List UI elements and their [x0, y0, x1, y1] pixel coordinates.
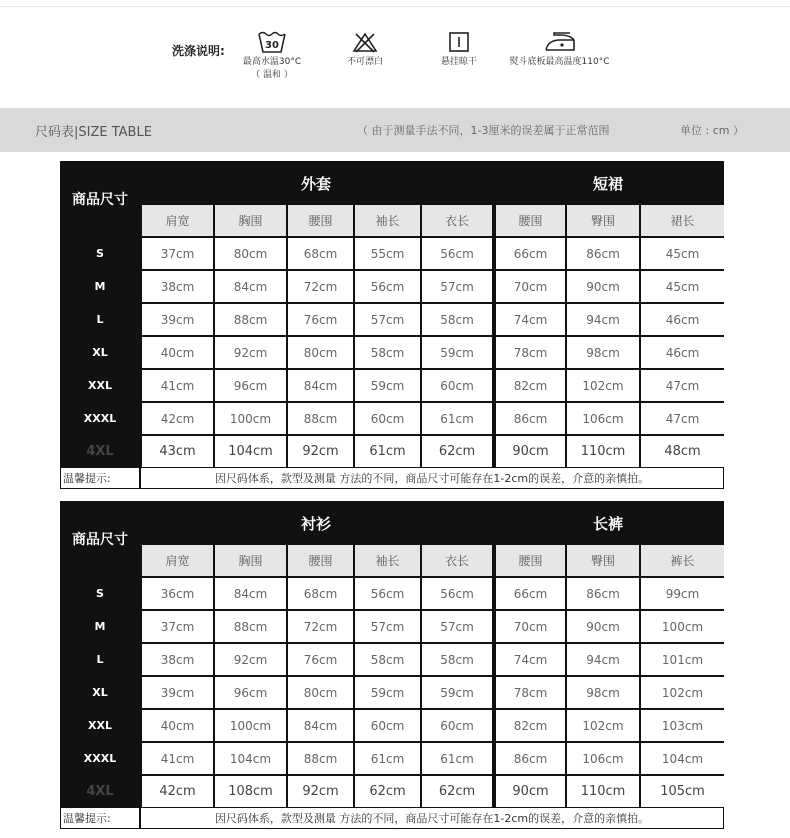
size-label: 4XL	[60, 434, 140, 467]
size-table-jacket-skirt	[60, 161, 724, 489]
size-label: M	[60, 269, 140, 302]
table-cell: 41cm	[140, 368, 213, 401]
table-cell: 102cm	[565, 708, 639, 741]
table-cell: 66cm	[492, 576, 565, 609]
table-cell: 78cm	[492, 675, 565, 708]
size-label: S	[60, 236, 140, 269]
table-row	[60, 269, 724, 302]
table-cell: 43cm	[140, 434, 213, 467]
table-cell: 88cm	[286, 401, 353, 434]
table-cell: 100cm	[213, 401, 286, 434]
table-cell: 59cm	[353, 675, 420, 708]
table-cell: 61cm	[353, 434, 420, 467]
table-cell: 99cm	[639, 576, 724, 609]
table-cell: 82cm	[492, 368, 565, 401]
table-cell: 56cm	[420, 236, 492, 269]
table-cell: 58cm	[353, 642, 420, 675]
table-cell: 38cm	[140, 269, 213, 302]
table-cell: 96cm	[213, 368, 286, 401]
table-cell: 88cm	[213, 609, 286, 642]
note-label: 温馨提示:	[60, 467, 140, 489]
table-row	[60, 642, 724, 675]
table-cell: 60cm	[420, 708, 492, 741]
table-cell: 100cm	[639, 609, 724, 642]
table-cell: 40cm	[140, 335, 213, 368]
wash-temp-symbol: 30	[265, 40, 279, 51]
table-cell: 84cm	[213, 576, 286, 609]
table-row	[60, 236, 724, 269]
table-cell: 46cm	[639, 335, 724, 368]
table-cell: 90cm	[565, 269, 639, 302]
table-cell: 61cm	[420, 741, 492, 774]
table-cell: 37cm	[140, 609, 213, 642]
column-header: 袖长	[353, 205, 420, 236]
table-cell: 94cm	[565, 642, 639, 675]
group-header-right: 长裤	[492, 501, 724, 545]
table-cell: 45cm	[639, 269, 724, 302]
table-cell: 101cm	[639, 642, 724, 675]
table-cell: 78cm	[492, 335, 565, 368]
table-cell: 86cm	[565, 576, 639, 609]
size-label: S	[60, 576, 140, 609]
table-row	[60, 335, 724, 368]
column-header: 腰围	[286, 545, 353, 576]
wash-item-no-bleach	[340, 30, 390, 69]
table-cell: 57cm	[420, 609, 492, 642]
note-label: 温馨提示:	[60, 807, 140, 829]
table-cell: 92cm	[286, 434, 353, 467]
top-divider	[0, 6, 790, 7]
corner-label: 商品尺寸	[60, 161, 140, 236]
table-cell: 47cm	[639, 368, 724, 401]
column-header: 衣长	[420, 545, 492, 576]
table-cell: 55cm	[353, 236, 420, 269]
table-cell: 108cm	[213, 774, 286, 807]
wash-label: 最高水温30°C	[242, 57, 302, 67]
size-label: XL	[60, 675, 140, 708]
table-cell: 98cm	[565, 335, 639, 368]
table-cell: 74cm	[492, 302, 565, 335]
size-label: XXXL	[60, 741, 140, 774]
hang-dry-icon	[448, 30, 470, 54]
table-cell: 92cm	[213, 335, 286, 368]
table-cell: 88cm	[286, 741, 353, 774]
table-cell: 60cm	[420, 368, 492, 401]
table-cell: 104cm	[213, 434, 286, 467]
table-cell: 76cm	[286, 302, 353, 335]
table-cell: 70cm	[492, 269, 565, 302]
table-cell: 37cm	[140, 236, 213, 269]
table-cell: 61cm	[353, 741, 420, 774]
wash-label: 不可漂白	[346, 57, 383, 67]
wash-item-temperature	[236, 30, 308, 82]
wash-item-hang-dry	[434, 30, 484, 69]
size-label: XL	[60, 335, 140, 368]
table-cell: 61cm	[420, 401, 492, 434]
column-header: 裤长	[639, 545, 724, 576]
table-cell: 68cm	[286, 236, 353, 269]
corner-label: 商品尺寸	[60, 501, 140, 576]
table-cell: 106cm	[565, 741, 639, 774]
table-cell: 110cm	[565, 434, 639, 467]
note-text: 因尺码体系，款型及测量 方法的不同，商品尺寸可能存在1-2cm的误差，介意的亲慎拍。	[140, 467, 724, 489]
table-cell: 47cm	[639, 401, 724, 434]
table-cell: 76cm	[286, 642, 353, 675]
table-row	[60, 708, 724, 741]
table-cell: 84cm	[286, 708, 353, 741]
table-cell: 104cm	[639, 741, 724, 774]
banner-title: 尺码表|SIZE TABLE	[35, 125, 152, 140]
column-header: 胸围	[213, 205, 286, 236]
table-cell: 88cm	[213, 302, 286, 335]
table-cell: 48cm	[639, 434, 724, 467]
table-cell: 39cm	[140, 302, 213, 335]
wash-label: 悬挂晾干	[440, 57, 477, 67]
table-cell: 62cm	[353, 774, 420, 807]
note-row	[60, 467, 724, 489]
table-cell: 80cm	[213, 236, 286, 269]
table-cell: 59cm	[420, 675, 492, 708]
size-label: 4XL	[60, 774, 140, 807]
banner-unit: 单位 : cm ）	[680, 124, 744, 137]
column-header: 胸围	[213, 545, 286, 576]
table-cell: 92cm	[286, 774, 353, 807]
column-header: 腰围	[286, 205, 353, 236]
table-cell: 105cm	[639, 774, 724, 807]
table-cell: 56cm	[353, 576, 420, 609]
table-cell: 80cm	[286, 675, 353, 708]
column-header: 肩宽	[140, 545, 213, 576]
table-cell: 57cm	[353, 302, 420, 335]
table-cell: 90cm	[492, 434, 565, 467]
column-header: 衣长	[420, 205, 492, 236]
wash-item-iron	[497, 30, 622, 69]
wash-label: 熨斗底板最高温度110°C	[509, 57, 610, 67]
column-header: 袖长	[353, 545, 420, 576]
table-cell: 92cm	[213, 642, 286, 675]
table-cell: 106cm	[565, 401, 639, 434]
table-row	[60, 302, 724, 335]
column-header: 肩宽	[140, 205, 213, 236]
table-cell: 86cm	[492, 741, 565, 774]
column-header: 裙长	[639, 205, 724, 236]
size-label: XXL	[60, 708, 140, 741]
size-table-shirt-pants	[60, 501, 724, 829]
table-cell: 60cm	[353, 708, 420, 741]
column-header-row	[60, 205, 724, 236]
table-cell: 103cm	[639, 708, 724, 741]
table-cell: 110cm	[565, 774, 639, 807]
table-cell: 56cm	[353, 269, 420, 302]
table-cell: 90cm	[565, 609, 639, 642]
table-cell: 72cm	[286, 609, 353, 642]
table-cell: 40cm	[140, 708, 213, 741]
table-cell: 57cm	[353, 609, 420, 642]
table-cell: 59cm	[420, 335, 492, 368]
group-header-left: 衬衫	[140, 501, 492, 545]
table-cell: 90cm	[492, 774, 565, 807]
table-row	[60, 401, 724, 434]
table-cell: 68cm	[286, 576, 353, 609]
size-label: XXL	[60, 368, 140, 401]
column-header: 腰围	[492, 205, 565, 236]
group-header-left: 外套	[140, 161, 492, 205]
table-cell: 58cm	[420, 302, 492, 335]
size-label: M	[60, 609, 140, 642]
table-cell: 70cm	[492, 609, 565, 642]
table-cell: 62cm	[420, 774, 492, 807]
size-table-banner	[0, 108, 790, 152]
table-cell: 56cm	[420, 576, 492, 609]
table-cell: 74cm	[492, 642, 565, 675]
table-cell: 41cm	[140, 741, 213, 774]
banner-note: （ 由于测量手法不同，1-3厘米的误差属于正常范围	[357, 124, 610, 137]
size-label: L	[60, 642, 140, 675]
table-row	[60, 675, 724, 708]
table-cell: 100cm	[213, 708, 286, 741]
table-cell: 42cm	[140, 401, 213, 434]
table-cell: 39cm	[140, 675, 213, 708]
table-cell: 96cm	[213, 675, 286, 708]
table-cell: 72cm	[286, 269, 353, 302]
table-row	[60, 609, 724, 642]
wash-30-icon	[257, 30, 287, 54]
group-header-right: 短裙	[492, 161, 724, 205]
table-cell: 58cm	[353, 335, 420, 368]
table-cell: 58cm	[420, 642, 492, 675]
size-label: XXXL	[60, 401, 140, 434]
table-row	[60, 576, 724, 609]
table-cell: 42cm	[140, 774, 213, 807]
table-cell: 86cm	[565, 236, 639, 269]
table-cell: 82cm	[492, 708, 565, 741]
table-cell: 62cm	[420, 434, 492, 467]
table-cell: 38cm	[140, 642, 213, 675]
wash-title: 洗涤说明:	[172, 44, 225, 58]
wash-sublabel: （ 温和 ）	[251, 70, 293, 80]
column-header: 臀围	[565, 545, 639, 576]
column-header-row	[60, 545, 724, 576]
table-row	[60, 741, 724, 774]
no-bleach-icon	[352, 30, 378, 54]
table-cell: 36cm	[140, 576, 213, 609]
table-cell: 94cm	[565, 302, 639, 335]
table-cell: 104cm	[213, 741, 286, 774]
table-cell: 57cm	[420, 269, 492, 302]
table-row	[60, 368, 724, 401]
table-row	[60, 434, 724, 467]
table-row	[60, 774, 724, 807]
table-cell: 102cm	[565, 368, 639, 401]
table-cell: 86cm	[492, 401, 565, 434]
table-cell: 84cm	[286, 368, 353, 401]
column-header: 腰围	[492, 545, 565, 576]
table-cell: 98cm	[565, 675, 639, 708]
note-text: 因尺码体系，款型及测量 方法的不同，商品尺寸可能存在1-2cm的误差，介意的亲慎拍。	[140, 807, 724, 829]
table-cell: 60cm	[353, 401, 420, 434]
table-cell: 66cm	[492, 236, 565, 269]
table-cell: 102cm	[639, 675, 724, 708]
table-cell: 84cm	[213, 269, 286, 302]
wash-instructions	[0, 28, 790, 98]
table-cell: 59cm	[353, 368, 420, 401]
table-cell: 45cm	[639, 236, 724, 269]
note-row	[60, 807, 724, 829]
size-label: L	[60, 302, 140, 335]
iron-icon	[542, 30, 578, 54]
table-cell: 80cm	[286, 335, 353, 368]
table-cell: 46cm	[639, 302, 724, 335]
column-header: 臀围	[565, 205, 639, 236]
